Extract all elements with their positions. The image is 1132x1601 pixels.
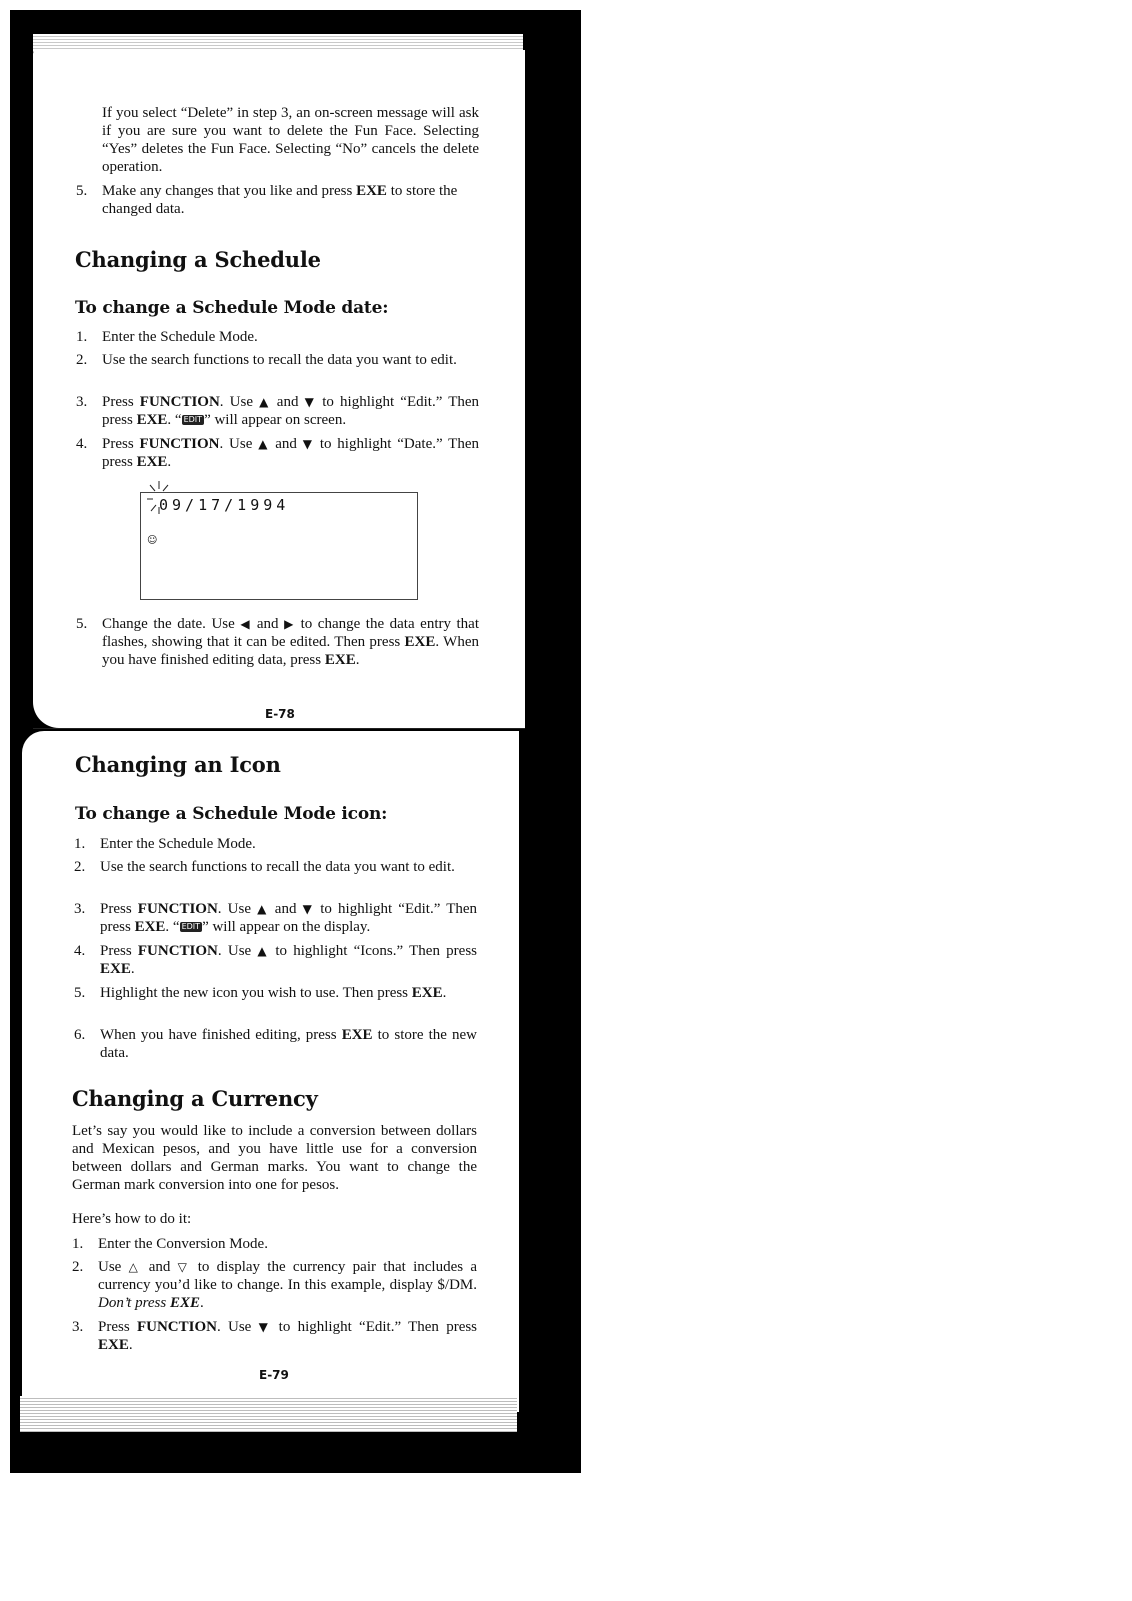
step-text: Highlight the new icon you wish to use. Then press EXE. — [100, 985, 447, 1001]
step-number: 3. — [74, 901, 86, 917]
down-arrow-icon: ▼ — [302, 437, 315, 451]
subsection-heading: To change a Schedule Mode date: — [75, 298, 389, 318]
page-number: E-79 — [259, 1368, 289, 1382]
edit-indicator-icon: EDIT — [181, 922, 201, 931]
step-text: Press FUNCTION. Use ▲ to highlight “Icons.” Then press EXE. — [100, 943, 477, 977]
step-text: Use the search functions to recall the data you want to edit. — [100, 859, 455, 875]
subsection-heading: To change a Schedule Mode icon: — [75, 804, 388, 824]
step-number: 1. — [74, 836, 86, 852]
step-number: 2. — [72, 1259, 84, 1275]
smiley-icon: ☺ — [147, 535, 158, 546]
step-number: 2. — [76, 352, 88, 368]
page-edge-bottom — [20, 1396, 517, 1432]
section-heading: Changing a Currency — [72, 1086, 318, 1111]
step-number: 6. — [74, 1027, 86, 1043]
step-text: Use △ and ▽ to display the currency pair that includes a currency you’d like to change. In this example, display $/DM. Don’t press EXE. — [98, 1259, 478, 1311]
down-arrow-icon: ▼ — [258, 1320, 272, 1334]
step-number: 5. — [74, 985, 86, 1001]
up-arrow-icon: ▲ — [259, 395, 271, 409]
intro-paragraph: If you select “Delete” in step 3, an on-screen message will ask if you are sure you want to delete the Fun Face. Selecting “Yes” deletes the Fun Face. Selecting “No” cancels the delete operation. — [102, 105, 479, 175]
page-number: E-78 — [265, 707, 295, 721]
down-arrow-icon: ▼ — [304, 395, 317, 409]
step-text: Enter the Conversion Mode. — [98, 1236, 268, 1252]
step-number: 5. — [76, 183, 88, 199]
step-text: Press FUNCTION. Use ▼ to highlight “Edit.” Then press EXE. — [98, 1319, 478, 1353]
step-number: 2. — [74, 859, 86, 875]
lcd-display — [140, 492, 418, 600]
step-number: 5. — [76, 616, 88, 632]
up-outline-arrow-icon: △ — [128, 1260, 142, 1274]
section-heading: Changing an Icon — [75, 752, 281, 777]
step-number: 1. — [72, 1236, 84, 1252]
edit-indicator-icon: EDIT — [183, 415, 203, 424]
step-number: 1. — [76, 329, 88, 345]
body-paragraph: Let’s say you would like to include a conversion between dollars and Mexican pesos, and you have little use for a conversion between dollars and German marks. You want to change the German mark conversion into one for pesos. — [72, 1123, 477, 1193]
step-text: Press FUNCTION. Use ▲ and ▼ to highlight “Date.” Then press EXE. — [102, 436, 479, 470]
down-arrow-icon: ▼ — [302, 902, 315, 916]
up-arrow-icon: ▲ — [257, 902, 269, 916]
step-number: 4. — [76, 436, 88, 452]
step-number: 4. — [74, 943, 86, 959]
up-arrow-icon: ▲ — [257, 944, 270, 958]
step-text: Press FUNCTION. Use ▲ and ▼ to highlight “Edit.” Then press EXE. “ EDIT ” will appear on screen. — [102, 394, 480, 428]
body-paragraph: Here’s how to do it: — [72, 1211, 192, 1227]
left-arrow-icon: ◀ — [240, 617, 252, 631]
step-text: Make any changes that you like and press EXE to store the changed data. — [102, 183, 458, 217]
up-arrow-icon: ▲ — [258, 437, 270, 451]
right-arrow-icon: ▶ — [284, 617, 296, 631]
step-text: Use the search functions to recall the data you want to edit. — [102, 352, 457, 368]
step-text: Press FUNCTION. Use ▲ and ▼ to highlight “Edit.” Then press EXE. “ EDIT ” will appear on the display. — [100, 901, 478, 935]
step-text: When you have finished editing, press EXE to store the new data. — [100, 1027, 477, 1061]
down-outline-arrow-icon: ▽ — [177, 1260, 191, 1274]
step-number: 3. — [72, 1319, 84, 1335]
lcd-date: 09/17/1994 — [159, 496, 290, 514]
step-number: 3. — [76, 394, 88, 410]
page-divider — [33, 728, 525, 729]
step-text: Enter the Schedule Mode. — [100, 836, 256, 852]
step-text: Enter the Schedule Mode. — [102, 329, 258, 345]
section-heading: Changing a Schedule — [75, 247, 321, 272]
step-text: Change the date. Use ◀ and ▶ to change the data entry that flashes, showing that it can be edited. Then press EXE. When you have finished editing data, press EXE. — [102, 616, 480, 668]
